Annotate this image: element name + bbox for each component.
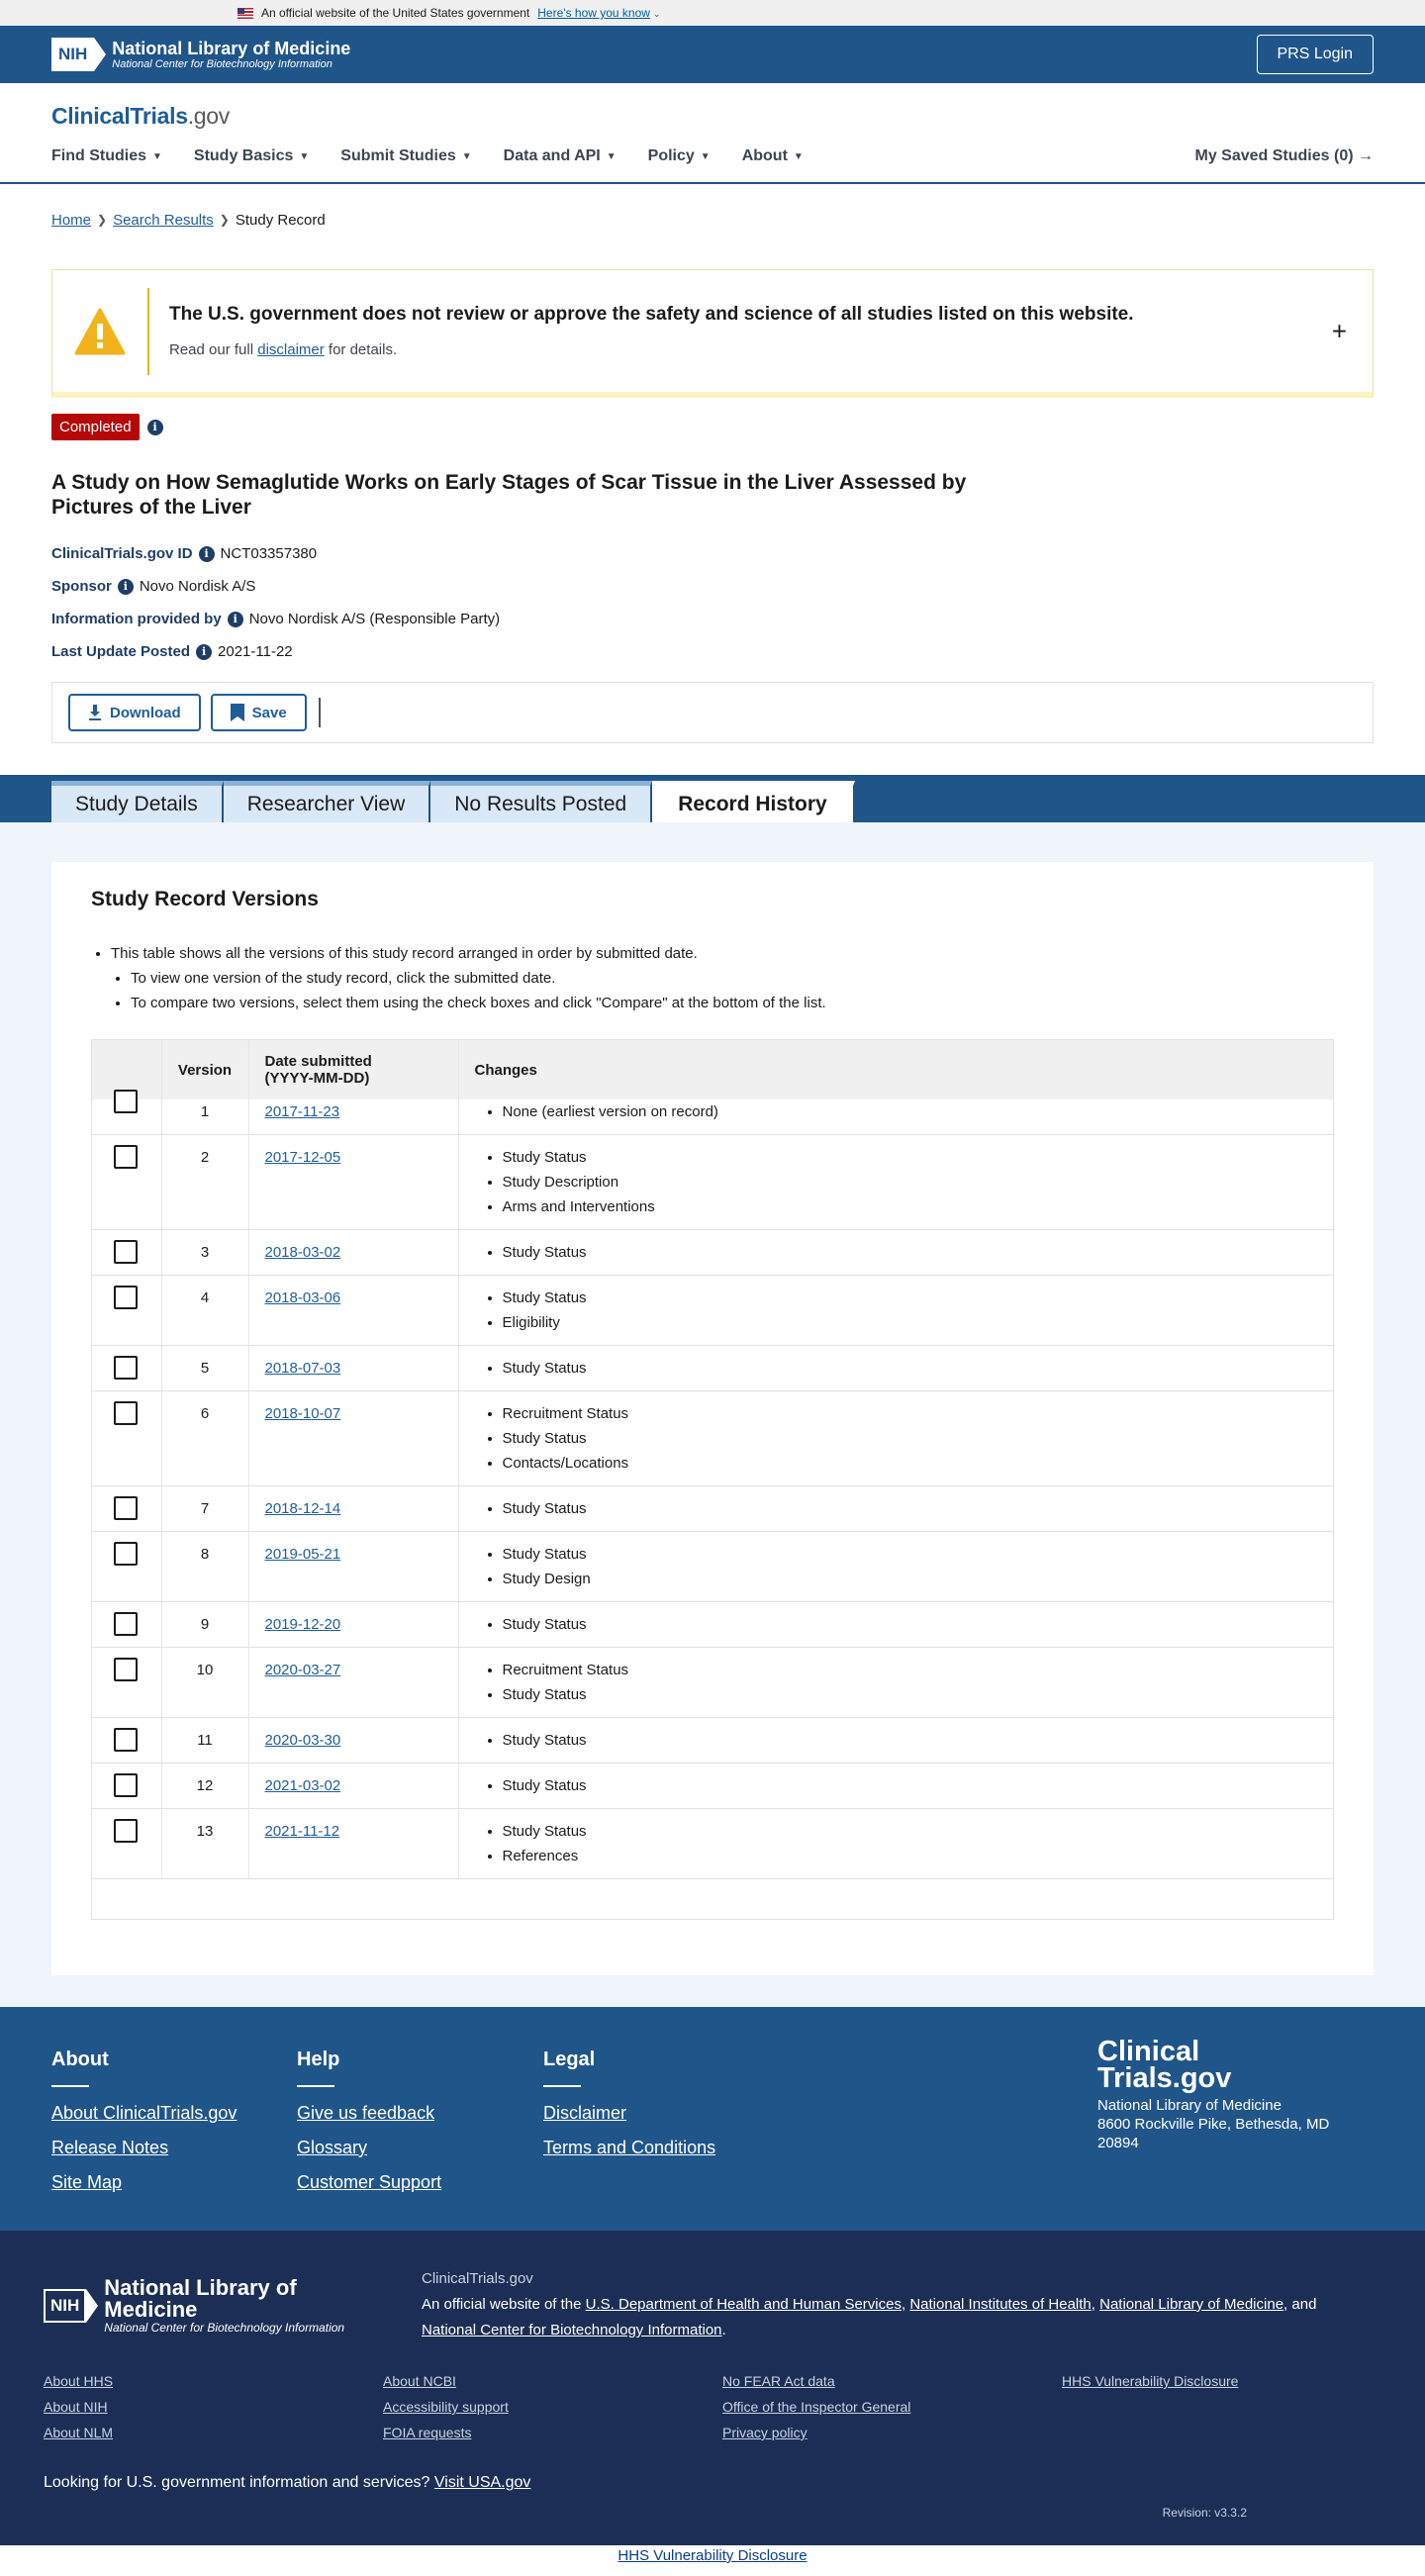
change-item: • Study Status <box>503 1145 1318 1170</box>
changes-list <box>475 1240 1318 1265</box>
breadcrumb <box>0 184 1425 234</box>
table-row <box>92 1099 1333 1135</box>
nav-label: Policy <box>647 147 695 164</box>
row-select-cell <box>92 1391 161 1486</box>
row-select-cell <box>92 1486 161 1532</box>
footer-help-col <box>297 2049 441 2207</box>
meta-id-value: NCT03357380 <box>220 545 318 562</box>
row-version: 3 <box>161 1230 248 1276</box>
nih-header <box>0 26 1425 83</box>
change-item: • Study Status <box>503 1682 1318 1707</box>
study-header <box>0 398 1425 660</box>
row-changes-cell <box>458 1346 1333 1391</box>
nih-badge <box>51 37 106 72</box>
row-select-cell <box>92 1764 161 1809</box>
table-row <box>92 1230 1333 1276</box>
nav-submit-studies[interactable] <box>340 147 471 165</box>
row-select-cell <box>92 1809 161 1879</box>
logo-suffix: .gov <box>187 103 230 129</box>
footer-nih-name: National Library of Medicine <box>104 2275 297 2322</box>
gov-banner <box>0 0 1425 26</box>
row-date-cell <box>248 1764 458 1809</box>
nih-badge-text: NIH <box>44 2289 86 2323</box>
footer-link-release-notes[interactable]: Release Notes <box>51 2138 169 2157</box>
nav-find-studies[interactable] <box>51 147 162 165</box>
row-date-link[interactable]: 2018-10-07 <box>264 1405 341 1422</box>
saved-label: My Saved Studies (0) <box>1194 147 1354 164</box>
footer-brand <box>1097 2036 1365 2152</box>
row-date-cell <box>248 1391 458 1486</box>
row-select-cell <box>92 1276 161 1346</box>
footer-about-col <box>51 2049 237 2207</box>
row-date-link[interactable]: 2018-12-14 <box>264 1500 341 1517</box>
version-checkbox[interactable] <box>114 1286 138 1309</box>
change-item: • Study Design <box>503 1567 1318 1591</box>
note-main-text: This table shows all the versions of this study record arranged in order by submitted date. <box>111 945 698 962</box>
change-item: • Study Status <box>503 1773 1318 1798</box>
save-button[interactable] <box>211 694 307 731</box>
row-changes-cell <box>458 1718 1333 1764</box>
chevron-down-icon: ⌄ <box>652 9 661 19</box>
row-date-link[interactable]: 2021-11-12 <box>264 1823 340 1840</box>
footer-link-privacy[interactable]: Privacy policy <box>722 2425 808 2440</box>
versions-table[interactable] <box>91 1039 1334 1920</box>
header-changes: Changes <box>458 1040 1333 1099</box>
breadcrumb-search-results[interactable]: Search Results <box>113 211 214 229</box>
meta-id-label: ClinicalTrials.gov ID <box>51 545 193 562</box>
note-compare: • To compare two versions, select them using the check boxes and click "Compare" at the bottom of the list. <box>131 991 1334 1015</box>
breadcrumb-current: Study Record <box>235 211 326 229</box>
changes-list <box>475 1496 1318 1521</box>
nav-label: Submit Studies <box>340 147 456 164</box>
change-item: • Recruitment Status <box>503 1658 1318 1682</box>
footer-divider <box>297 2085 334 2087</box>
header-version: Version <box>161 1040 248 1099</box>
note-view: • To view one version of the study record, click the submitted date. <box>131 966 1334 991</box>
version-checkbox[interactable] <box>114 1090 138 1113</box>
nih-subname: National Center for Biotechnology Information <box>112 58 332 70</box>
table-row <box>92 1764 1333 1809</box>
row-changes-cell <box>458 1602 1333 1648</box>
disclaimer-message <box>149 304 1134 358</box>
nav-label: Study Basics <box>193 147 294 164</box>
footer-link-terms[interactable]: Terms and Conditions <box>543 2138 716 2157</box>
row-select-cell <box>92 1099 161 1135</box>
row-date-link[interactable]: 2018-03-02 <box>264 1244 341 1261</box>
change-item: • Contacts/Locations <box>503 1451 1318 1476</box>
footer-link-inspector-general[interactable]: Office of the Inspector General <box>722 2399 911 2415</box>
disclaimer-title: The U.S. government does not review or approve the safety and science of all studies listed on this website. <box>169 304 1134 325</box>
change-item: • None (earliest version on record) <box>503 1099 1318 1124</box>
changes-list <box>475 1356 1318 1381</box>
heres-how-you-know-link[interactable] <box>537 6 660 20</box>
expand-plus-icon[interactable]: + <box>1331 316 1347 345</box>
nih-logo[interactable] <box>51 37 350 72</box>
row-changes-cell <box>458 1809 1333 1879</box>
row-version: 8 <box>161 1532 248 1602</box>
info-icon[interactable]: i <box>199 546 215 562</box>
usa-pre: Looking for U.S. government information and services? <box>44 2474 430 2491</box>
versions-heading: Study Record Versions <box>91 888 319 910</box>
download-button[interactable] <box>68 694 201 731</box>
table-row <box>92 1346 1333 1391</box>
footer-link-hhs-vuln[interactable]: HHS Vulnerability Disclosure <box>1062 2373 1239 2389</box>
heres-how-label: Here's how you know <box>537 6 650 20</box>
footer-source: ClinicalTrials.gov <box>422 2270 533 2287</box>
row-version: 9 <box>161 1602 248 1648</box>
nav-policy[interactable] <box>648 147 711 165</box>
version-checkbox[interactable] <box>114 1240 138 1264</box>
row-changes-cell <box>458 1230 1333 1276</box>
actions-divider <box>319 698 321 727</box>
row-date-link[interactable]: 2019-05-21 <box>264 1546 341 1563</box>
footer-link-about-nlm[interactable]: About NLM <box>44 2425 114 2440</box>
prs-login-button[interactable]: PRS Login <box>1257 35 1375 74</box>
nih-badge-text: NIH <box>51 38 94 71</box>
row-changes-cell <box>458 1135 1333 1230</box>
row-date-cell <box>248 1099 458 1135</box>
meta-provided <box>51 611 1374 627</box>
chevron-down-icon: ▼ <box>793 150 804 162</box>
table-row <box>92 1391 1333 1486</box>
tab-study-details[interactable]: Study Details <box>51 781 224 822</box>
row-changes-cell <box>458 1486 1333 1532</box>
footer-logo-line2: Trials.gov <box>1097 2062 1232 2094</box>
footer-nih-subname: National Center for Biotechnology Information <box>104 2321 345 2335</box>
disclaimer-post: for details. <box>328 341 398 358</box>
download-icon <box>88 705 102 720</box>
meta-provided-label: Information provided by <box>51 611 222 627</box>
revision-text: Revision: v3.3.2 <box>1162 2506 1247 2520</box>
official-and: and <box>1291 2296 1317 2313</box>
table-row <box>92 1276 1333 1346</box>
footer-bottom <box>0 2231 1425 2545</box>
nih-name: National Library of Medicine <box>112 39 351 58</box>
version-checkbox[interactable] <box>114 1658 138 1681</box>
row-select-cell <box>92 1602 161 1648</box>
changes-list <box>475 1099 1318 1124</box>
chevron-down-icon: ▼ <box>152 150 162 162</box>
version-checkbox[interactable] <box>114 1496 138 1520</box>
footer-link-about-nih[interactable]: About NIH <box>44 2399 108 2415</box>
row-date-cell <box>248 1276 458 1346</box>
footer-logo[interactable] <box>1097 2036 1365 2094</box>
table-row <box>92 1486 1333 1532</box>
change-item: • Study Status <box>503 1240 1318 1265</box>
bottom-vuln-bar <box>0 2545 1425 2564</box>
row-select-cell <box>92 1230 161 1276</box>
footer-link-glossary[interactable]: Glossary <box>297 2138 368 2157</box>
changes-list <box>475 1286 1318 1335</box>
row-select-cell <box>92 1532 161 1602</box>
row-date-link[interactable]: 2018-07-03 <box>264 1360 341 1377</box>
meta-provided-value: Novo Nordisk A/S (Responsible Party) <box>248 611 501 627</box>
main-nav <box>51 147 1374 165</box>
footer-legal-col <box>543 2049 715 2172</box>
footer-usa <box>44 2474 1381 2492</box>
table-header-row <box>92 1040 1333 1099</box>
footer-link-nlm[interactable]: National Library of Medicine <box>1099 2296 1284 2313</box>
row-date-link[interactable]: 2017-12-05 <box>264 1149 341 1166</box>
version-checkbox[interactable] <box>114 1819 138 1843</box>
table-row <box>92 1648 1333 1718</box>
official-pre: An official website of the <box>422 2296 582 2313</box>
nav-study-basics[interactable] <box>194 147 309 165</box>
row-select-cell <box>92 1718 161 1764</box>
footer-divider <box>543 2085 581 2087</box>
changes-list <box>475 1728 1318 1753</box>
version-checkbox[interactable] <box>114 1145 138 1169</box>
disclaimer-pre: Read our full <box>169 341 254 358</box>
row-version: 1 <box>161 1099 248 1135</box>
table-row <box>92 1602 1333 1648</box>
breadcrumb-home[interactable]: Home <box>51 211 92 229</box>
row-date-link[interactable]: 2020-03-27 <box>264 1662 341 1678</box>
footer-link-nih[interactable]: National Institutes of Health <box>909 2296 1092 2313</box>
header-date-line1: Date submitted <box>264 1053 372 1070</box>
address-line2: 8600 Rockville Pike, Bethesda, MD <box>1097 2116 1330 2133</box>
footer-address <box>1097 2096 1365 2152</box>
change-item: • Study Status <box>503 1819 1318 1844</box>
study-title: A Study on How Semaglutide Works on Early Stages of Scar Tissue in the Liver Assessed by Pictures of the Liver <box>51 471 967 519</box>
tab-record-history[interactable]: Record History <box>652 781 855 822</box>
row-version: 13 <box>161 1809 248 1879</box>
row-changes-cell <box>458 1099 1333 1135</box>
footer-link-empty <box>1062 2399 1401 2415</box>
row-changes-cell <box>458 1276 1333 1346</box>
row-select-cell <box>92 1346 161 1391</box>
meta-sponsor-label: Sponsor <box>51 578 112 595</box>
footer-official-text <box>422 2266 1342 2343</box>
tab-researcher-view[interactable]: Researcher View <box>224 781 431 822</box>
logo-main: ClinicalTrials <box>51 103 188 129</box>
version-checkbox[interactable] <box>114 1773 138 1797</box>
row-date-cell <box>248 1486 458 1532</box>
meta-sponsor-value: Novo Nordisk A/S <box>139 578 256 595</box>
footer-link-feedback[interactable]: Give us feedback <box>297 2103 435 2123</box>
footer-nih-text <box>104 2277 370 2335</box>
chevron-down-icon: ▼ <box>299 150 310 162</box>
site-header <box>0 83 1425 184</box>
info-icon[interactable]: i <box>196 644 212 660</box>
footer-link-site-map[interactable]: Site Map <box>51 2172 123 2192</box>
arrow-right-icon: → <box>1358 147 1374 164</box>
study-meta <box>51 545 1374 660</box>
nih-badge-arrow <box>86 2289 98 2323</box>
changes-list <box>475 1401 1318 1476</box>
info-icon[interactable]: i <box>228 612 243 627</box>
row-version: 6 <box>161 1391 248 1486</box>
footer-top <box>0 2007 1425 2231</box>
footer-official-line: An official website of the U.S. Department of Health and Human Services, National Institutes of Health, National Library of Medicine, and National Center for Biotechnology Information. <box>422 2296 1317 2338</box>
chevron-down-icon: ▼ <box>606 150 617 162</box>
save-label: Save <box>251 704 287 721</box>
footer-link-accessibility[interactable]: Accessibility support <box>383 2399 509 2415</box>
footer-link-hhs[interactable]: U.S. Department of Health and Human Services <box>585 2296 902 2313</box>
disclaimer-link[interactable]: disclaimer <box>257 341 325 358</box>
record-history-panel <box>0 822 1425 2007</box>
chevron-right-icon: ❯ <box>97 213 108 227</box>
change-item: • Study Status <box>503 1542 1318 1567</box>
row-date-link[interactable]: 2017-11-23 <box>264 1103 340 1120</box>
footer-link-no-fear[interactable]: No FEAR Act data <box>722 2373 835 2389</box>
changes-list <box>475 1658 1318 1707</box>
changes-list <box>475 1612 1318 1637</box>
change-item: • Study Status <box>503 1728 1318 1753</box>
change-item: • Study Status <box>503 1286 1318 1310</box>
status-row <box>51 414 1374 440</box>
changes-list <box>475 1819 1318 1868</box>
row-version: 7 <box>161 1486 248 1532</box>
nav-about[interactable] <box>742 147 804 165</box>
footer-link-disclaimer[interactable]: Disclaimer <box>543 2103 627 2123</box>
footer-link-about-ct[interactable]: About ClinicalTrials.gov <box>51 2103 238 2123</box>
meta-updated-value: 2021-11-22 <box>218 643 293 660</box>
bookmark-icon <box>231 704 244 721</box>
row-version: 5 <box>161 1346 248 1391</box>
change-item: • Study Status <box>503 1356 1318 1381</box>
row-date-link[interactable]: 2018-03-06 <box>264 1289 341 1306</box>
row-date-link[interactable]: 2019-12-20 <box>264 1616 341 1633</box>
row-select-cell <box>92 1648 161 1718</box>
change-item: • Study Status <box>503 1426 1318 1451</box>
footer-legal-heading: Legal <box>543 2049 596 2070</box>
versions-notes <box>91 941 1334 1015</box>
chevron-down-icon: ▼ <box>461 150 472 162</box>
row-date-cell <box>248 1648 458 1718</box>
warning-icon-wrap <box>52 288 149 375</box>
row-date-cell <box>248 1135 458 1230</box>
footer-logo-line1: Clinical <box>1097 2036 1200 2067</box>
change-item: • Study Status <box>503 1496 1318 1521</box>
row-version: 12 <box>161 1764 248 1809</box>
changes-list <box>475 1542 1318 1591</box>
row-version: 4 <box>161 1276 248 1346</box>
row-date-cell <box>248 1230 458 1276</box>
versions-card <box>51 862 1374 1975</box>
footer-link-support[interactable]: Customer Support <box>297 2172 442 2192</box>
info-icon[interactable]: i <box>147 420 163 435</box>
footer-link-about-hhs[interactable]: About HHS <box>44 2373 114 2389</box>
info-icon[interactable]: i <box>118 579 134 595</box>
footer-about-heading: About <box>51 2049 109 2070</box>
actions-bar <box>51 682 1374 743</box>
footer-bottom-links <box>44 2373 1381 2440</box>
clinicaltrials-logo[interactable] <box>51 103 230 130</box>
row-date-cell <box>248 1532 458 1602</box>
nav-label: About <box>741 147 788 164</box>
version-checkbox[interactable] <box>114 1356 138 1380</box>
version-checkbox[interactable] <box>114 1401 138 1425</box>
row-date-cell <box>248 1718 458 1764</box>
version-checkbox[interactable] <box>114 1612 138 1636</box>
footer-help-heading: Help <box>297 2049 340 2070</box>
status-badge: Completed <box>51 414 140 440</box>
version-checkbox[interactable] <box>114 1728 138 1752</box>
row-changes-cell <box>458 1532 1333 1602</box>
table-row <box>92 1135 1333 1230</box>
footer-link-ncbi[interactable]: National Center for Biotechnology Information <box>422 2322 722 2338</box>
header-date-line2: (YYYY-MM-DD) <box>264 1070 370 1087</box>
meta-id <box>51 545 1374 562</box>
note-main <box>111 941 1334 1015</box>
row-changes-cell <box>458 1391 1333 1486</box>
footer-link-about-ncbi[interactable]: About NCBI <box>383 2373 456 2389</box>
nav-label: Data and API <box>503 147 601 164</box>
row-date-link[interactable]: 2021-03-02 <box>264 1777 341 1794</box>
row-version: 2 <box>161 1135 248 1230</box>
footer-link-foia[interactable]: FOIA requests <box>383 2425 472 2440</box>
row-version: 10 <box>161 1648 248 1718</box>
row-date-link[interactable]: 2020-03-30 <box>264 1732 341 1749</box>
chevron-right-icon: ❯ <box>219 213 230 227</box>
tabs-bar <box>0 775 1425 822</box>
table-row <box>92 1718 1333 1764</box>
table-row <box>92 1809 1333 1879</box>
change-item: • Eligibility <box>503 1310 1318 1335</box>
versions-rows <box>92 1099 1333 1879</box>
nav-data-and-api[interactable] <box>504 147 617 165</box>
footer-link-usa-gov[interactable]: Visit USA.gov <box>433 2474 531 2491</box>
nav-label: Find Studies <box>51 147 146 164</box>
change-item: • Study Description <box>503 1170 1318 1194</box>
tab-no-results-posted[interactable]: No Results Posted <box>430 781 652 822</box>
row-changes-cell <box>458 1764 1333 1809</box>
row-select-cell <box>92 1135 161 1230</box>
version-checkbox[interactable] <box>114 1542 138 1566</box>
row-date-cell <box>248 1809 458 1879</box>
nih-text <box>112 39 350 70</box>
change-item: • Recruitment Status <box>503 1401 1318 1426</box>
address-line1: National Library of Medicine <box>1097 2097 1282 2114</box>
footer-bottom-top <box>44 2266 1381 2343</box>
nih-badge-arrow <box>94 38 106 71</box>
gov-banner-text: An official website of the United States government <box>261 6 530 20</box>
chevron-down-icon: ▼ <box>700 150 711 162</box>
address-line3: 20894 <box>1097 2135 1139 2151</box>
change-item: • Arms and Interventions <box>503 1194 1318 1219</box>
meta-updated <box>51 643 1374 660</box>
meta-sponsor <box>51 578 1374 595</box>
my-saved-studies-link[interactable] <box>1195 147 1375 165</box>
changes-list <box>475 1773 1318 1798</box>
row-date-cell <box>248 1346 458 1391</box>
row-version: 11 <box>161 1718 248 1764</box>
change-item: • References <box>503 1844 1318 1868</box>
us-flag-icon <box>238 8 253 19</box>
warning-icon <box>74 308 126 355</box>
nih-badge <box>44 2288 98 2324</box>
footer-link-empty <box>1062 2425 1401 2440</box>
changes-list <box>475 1145 1318 1219</box>
footer-nih-logo[interactable] <box>44 2268 370 2343</box>
table-row <box>92 1532 1333 1602</box>
footer-divider <box>51 2085 89 2087</box>
header-date <box>248 1040 458 1099</box>
change-item: • Study Status <box>503 1612 1318 1637</box>
bottom-vuln-link[interactable]: HHS Vulnerability Disclosure <box>618 2547 808 2564</box>
row-date-cell <box>248 1602 458 1648</box>
download-label: Download <box>110 704 181 721</box>
disclaimer-detail <box>169 341 1134 358</box>
row-changes-cell <box>458 1648 1333 1718</box>
disclaimer-alert <box>51 269 1374 398</box>
meta-updated-label: Last Update Posted <box>51 643 191 660</box>
